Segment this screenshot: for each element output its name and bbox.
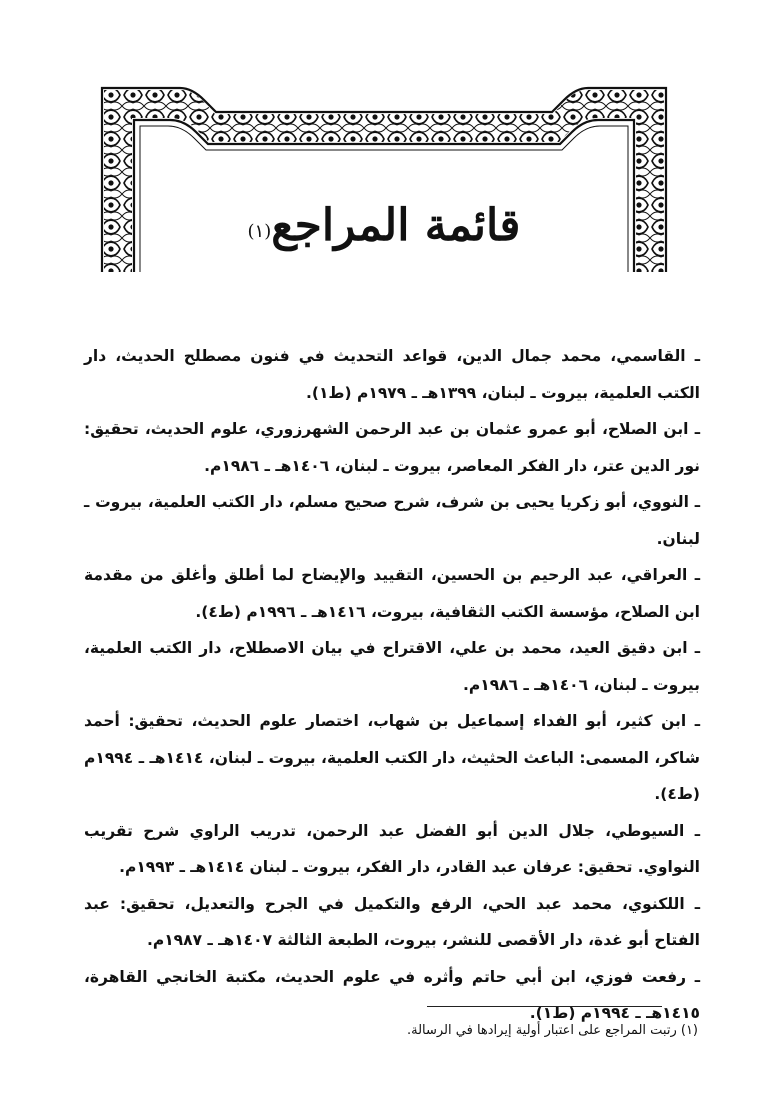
reference-item: ـ ابن دقيق العيد، محمد بن علي، الاقتراح في بيان الاصطلاح، دار الكتب العلمية، بيروت ـ لبنان، ١٤٠٦هـ ـ ١٩٨٦م. [84, 639, 700, 694]
reference-item: ـ ابن الصلاح، أبو عمرو عثمان بن عبد الرحمن الشهرزوري، علوم الحديث، تحقيق: نور الدين عتر، دار الفكر المعاصر، بيروت ـ لبنان، ١٤٠٦هـ ـ ١٩٨٦م. [84, 420, 700, 475]
reference-item: ـ القاسمي، محمد جمال الدين، قواعد التحديث في فنون مصطلح الحديث، دار الكتب العلمية، بيروت ـ لبنان، ١٣٩٩هـ ـ ١٩٧٩م (ط١). [84, 347, 700, 402]
reference-item: ـ رفعت فوزي، ابن أبي حاتم وأثره في علوم الحديث، مكتبة الخانجي القاهرة، ١٤١٥هـ ـ ١٩٩٤م (ط١). [84, 967, 700, 1022]
title-footnote-marker: (١) [247, 221, 272, 242]
reference-item: ـ ابن كثير، أبو الفداء إسماعيل بن شهاب، اختصار علوم الحديث، تحقيق: أحمد شاكر، المسمى: الباعث الحثيث، دار الكتب العلمية، بيروت ـ لبنان، ١٤١٤هـ ـ ١٩٩٤م (ط٤). [84, 712, 700, 803]
reference-item: ـ السيوطي، جلال الدين أبو الفضل عبد الرحمن، تدريب الراوي شرح تقريب النواوي. تحقيق: عرفان عبد القادر، دار الفكر، بيروت ـ لبنان ١٤١٤هـ ـ ١٩٩٣م. [84, 821, 700, 876]
footnote: (١) رتبت المراجع على اعتبار أولية إيرادها في الرسالة. [406, 1023, 698, 1038]
footnote-divider [427, 1006, 662, 1007]
page-title [100, 196, 668, 256]
reference-item: ـ العراقي، عبد الرحيم بن الحسين، التقييد والإيضاح لما أطلق وأغلق من مقدمة ابن الصلاح، مؤسسة الكتب الثقافية، بيروت، ١٤١٦هـ ـ ١٩٩٦م (ط٤). [84, 566, 700, 621]
title-text: قائمة المراجع [271, 200, 521, 251]
reference-item: ـ اللكنوي، محمد عبد الحي، الرفع والتكميل في الجرح والتعديل، تحقيق: عبد الفتاح أبو غدة، دار الأقصى للنشر، بيروت، الطبعة الثالثة ١٤٠٧هـ ـ ١٩٨٧م. [84, 894, 700, 949]
references-list [84, 338, 700, 1032]
reference-item: ـ النووي، أبو زكريا يحيى بن شرف، شرح صحيح مسلم، دار الكتب العلمية، بيروت ـ لبنان. [84, 493, 700, 548]
